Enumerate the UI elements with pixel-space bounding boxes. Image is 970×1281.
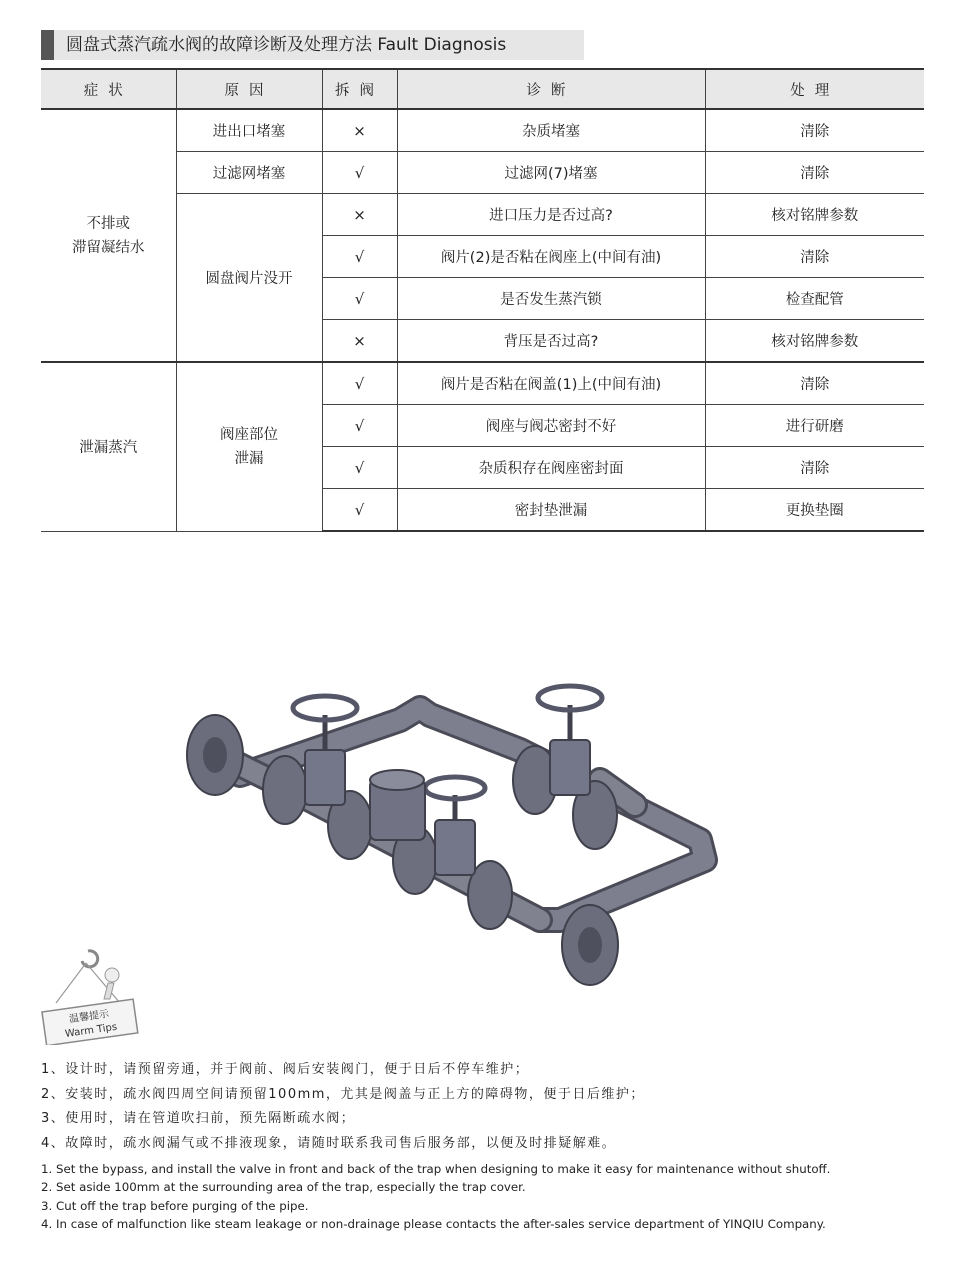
cause-cell: 阀座部位 泄漏 bbox=[176, 362, 322, 531]
column-header: 拆阀 bbox=[322, 69, 397, 109]
diagnosis-cell: 杂质堵塞 bbox=[397, 109, 705, 152]
note-item: 3、使用时，请在管道吹扫前，预先隔断疏水阀； bbox=[41, 1111, 356, 1126]
disassemble-mark: √ bbox=[322, 489, 397, 532]
note-item: 4. In case of malfunction like steam leakage or non-drainage please contacts the after-sales service department of YINQIU Company. bbox=[41, 1216, 826, 1231]
action-cell: 更换垫圈 bbox=[705, 489, 924, 532]
notes-english bbox=[41, 1160, 830, 1233]
diagnosis-cell: 阀片是否粘在阀盖(1)上(中间有油) bbox=[397, 362, 705, 405]
note-item: 3. Cut off the trap before purging of the pipe. bbox=[41, 1198, 309, 1213]
table-header-row bbox=[41, 69, 924, 109]
disassemble-mark: × bbox=[322, 109, 397, 152]
column-header: 原因 bbox=[176, 69, 322, 109]
diagnosis-cell: 密封垫泄漏 bbox=[397, 489, 705, 532]
action-cell: 核对铭牌参数 bbox=[705, 320, 924, 363]
disassemble-mark: √ bbox=[322, 447, 397, 489]
valve-installation-diagram bbox=[180, 680, 740, 1000]
diagnosis-cell: 是否发生蒸汽锁 bbox=[397, 278, 705, 320]
notes-chinese bbox=[41, 1058, 645, 1156]
warm-tips-icon bbox=[38, 945, 148, 1045]
tips-label-cn: 温馨提示 bbox=[68, 1008, 110, 1026]
table-row bbox=[41, 362, 924, 405]
disassemble-mark: √ bbox=[322, 405, 397, 447]
action-cell: 核对铭牌参数 bbox=[705, 194, 924, 236]
column-header: 症状 bbox=[41, 69, 176, 109]
symptom-cell: 不排或 滞留凝结水 bbox=[41, 109, 176, 362]
column-header: 诊断 bbox=[397, 69, 705, 109]
action-cell: 清除 bbox=[705, 362, 924, 405]
disassemble-mark: × bbox=[322, 320, 397, 363]
note-item: 1、设计时，请预留旁通，并于阀前、阀后安装阀门，便于日后不停车维护； bbox=[41, 1062, 530, 1077]
action-cell: 清除 bbox=[705, 447, 924, 489]
disassemble-mark: √ bbox=[322, 236, 397, 278]
note-item: 2、安装时，疏水阀四周空间请预留100mm，尤其是阀盖与正上方的障碍物，便于日后维护； bbox=[41, 1086, 645, 1102]
disassemble-mark: √ bbox=[322, 152, 397, 194]
title-marker bbox=[41, 30, 54, 60]
cause-cell: 进出口堵塞 bbox=[176, 109, 322, 152]
cause-cell: 圆盘阀片没开 bbox=[176, 194, 322, 363]
action-cell: 清除 bbox=[705, 152, 924, 194]
table-row bbox=[41, 109, 924, 152]
page-title: 圆盘式蒸汽疏水阀的故障诊断及处理方法 Fault Diagnosis bbox=[66, 35, 507, 55]
disassemble-mark: × bbox=[322, 194, 397, 236]
column-header: 处理 bbox=[705, 69, 924, 109]
disassemble-mark: √ bbox=[322, 278, 397, 320]
diagnosis-cell: 过滤网(7)堵塞 bbox=[397, 152, 705, 194]
diagnosis-cell: 背压是否过高? bbox=[397, 320, 705, 363]
diagnosis-cell: 阀片(2)是否粘在阀座上(中间有油) bbox=[397, 236, 705, 278]
action-cell: 检查配管 bbox=[705, 278, 924, 320]
note-item: 1. Set the bypass, and install the valve in front and back of the trap when designing to make it easy for maintenance without shutoff. bbox=[41, 1162, 831, 1176]
action-cell: 进行研磨 bbox=[705, 405, 924, 447]
disassemble-mark: √ bbox=[322, 362, 397, 405]
symptom-cell: 泄漏蒸汽 bbox=[41, 362, 176, 531]
diagnosis-cell: 进口压力是否过高? bbox=[397, 194, 705, 236]
action-cell: 清除 bbox=[705, 236, 924, 278]
diagnosis-cell: 阀座与阀芯密封不好 bbox=[397, 405, 705, 447]
cause-cell: 过滤网堵塞 bbox=[176, 152, 322, 194]
note-item: 2. Set aside 100mm at the surrounding area of the trap, especially the trap cover. bbox=[41, 1180, 526, 1195]
note-item: 4、故障时，疏水阀漏气或不排液现象，请随时联系我司售后服务部，以便及时排疑解难。 bbox=[41, 1135, 617, 1151]
action-cell: 清除 bbox=[705, 109, 924, 152]
fault-diagnosis-table bbox=[41, 68, 924, 532]
tips-label-en: Warm Tips bbox=[64, 1021, 118, 1040]
diagnosis-cell: 杂质积存在阀座密封面 bbox=[397, 447, 705, 489]
